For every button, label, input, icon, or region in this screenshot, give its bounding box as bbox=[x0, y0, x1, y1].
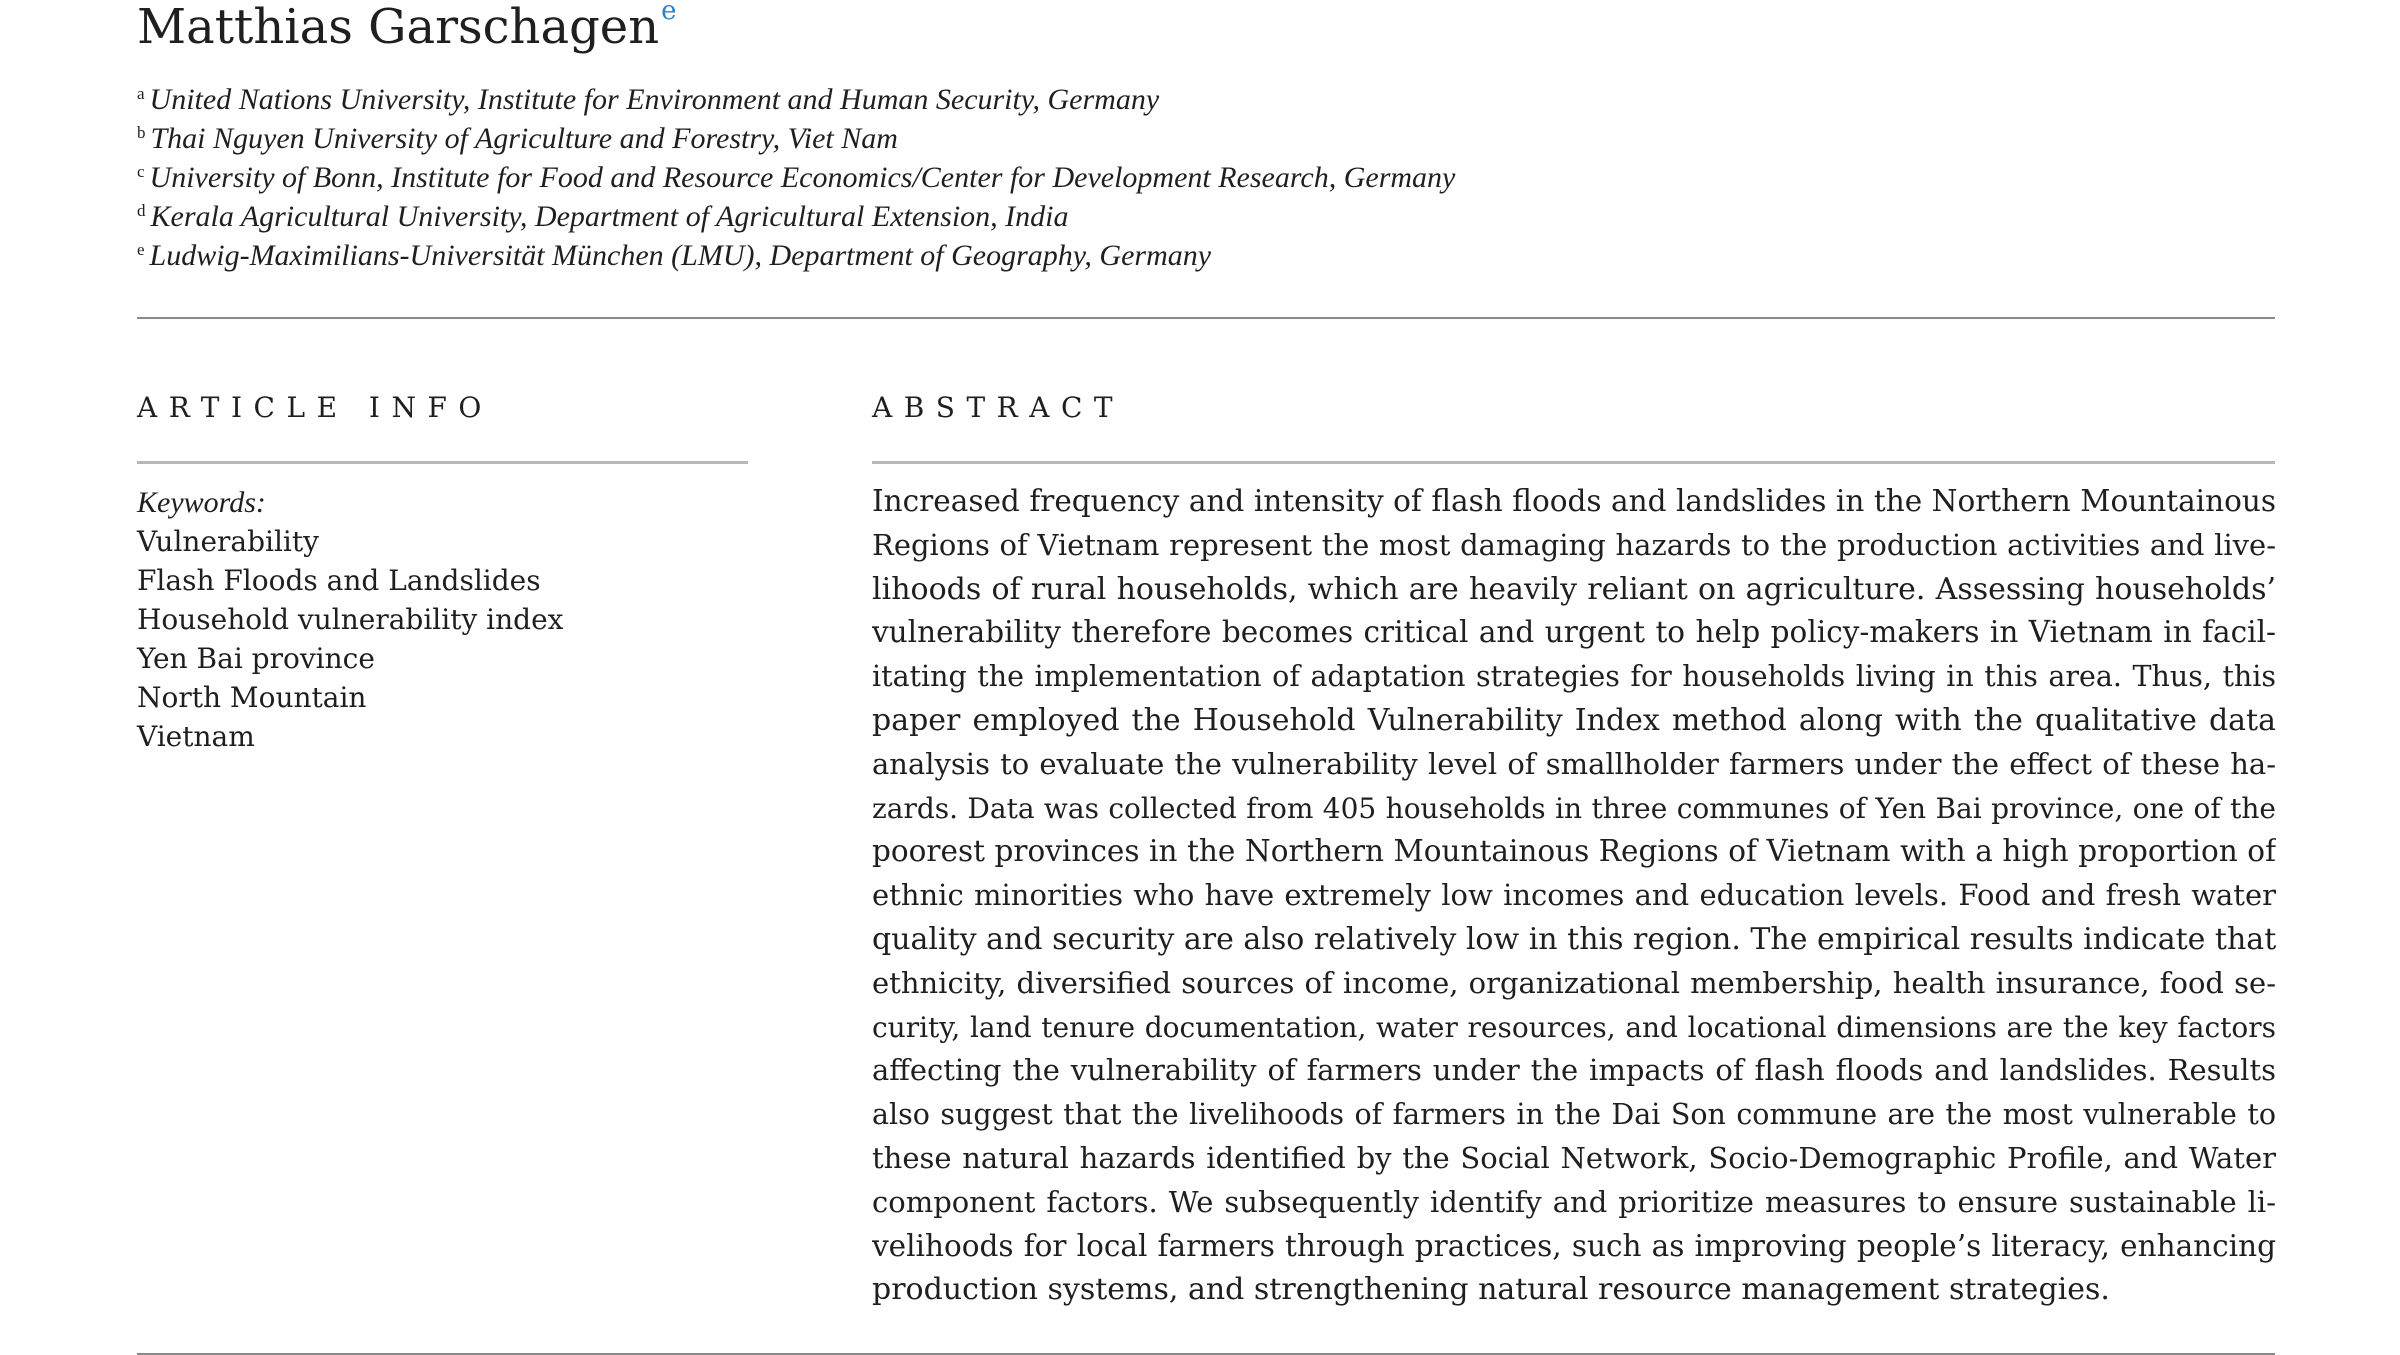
author-name-text: Matthias Garschagen bbox=[137, 0, 660, 55]
keyword: Yen Bai province bbox=[137, 642, 375, 675]
affiliation-text: Ludwig-Maximilians-Universität München (LMU), Department of Geography, Germany bbox=[149, 239, 1212, 272]
affiliation-marker: d bbox=[137, 201, 146, 220]
abstract-line: these natural hazards identified by the Social Network, Socio-Demographic Profile, and Water bbox=[872, 1140, 2276, 1175]
abstract-heading: ABSTRACT bbox=[872, 391, 1125, 424]
affiliation-b bbox=[137, 119, 1455, 158]
affiliation-a bbox=[137, 80, 1455, 119]
keyword: Vietnam bbox=[137, 720, 255, 753]
abstract-divider bbox=[872, 461, 2275, 464]
article-info-heading: ARTICLE INFO bbox=[137, 391, 493, 424]
affiliation-text: United Nations University, Institute for Environment and Human Security, Germany bbox=[149, 83, 1160, 116]
abstract-line: affecting the vulnerability of farmers under the impacts of flash floods and landslides. Results bbox=[872, 1053, 2276, 1088]
affiliation-c bbox=[137, 158, 1455, 197]
affiliation-marker: c bbox=[137, 162, 145, 181]
abstract-line: also suggest that the livelihoods of farmers in the Dai Son commune are the most vulnerable to bbox=[872, 1098, 2276, 1132]
abstract-line: quality and security are also relatively low in this region. The empirical results indicate that bbox=[872, 921, 2276, 957]
affiliation-e bbox=[137, 236, 1455, 275]
article-info-divider bbox=[137, 461, 748, 464]
affiliation-marker: e bbox=[137, 240, 145, 259]
affiliation-d bbox=[137, 197, 1455, 236]
abstract-line: lihoods of rural households, which are heavily reliant on agriculture. Assessing households’ bbox=[872, 571, 2276, 607]
keywords-block bbox=[137, 483, 563, 756]
abstract-line: ethnic minorities who have extremely low incomes and education levels. Food and fresh water bbox=[872, 878, 2276, 913]
abstract-line: Increased frequency and intensity of flash floods and landslides in the Northern Mountainous bbox=[872, 484, 2276, 518]
abstract-line: zards. Data was collected from 405 households in three communes of Yen Bai province, one of the bbox=[872, 791, 2276, 825]
abstract-line: component factors. We subsequently identify and prioritize measures to ensure sustainable li- bbox=[872, 1184, 2276, 1219]
abstract-line: ethnicity, diversified sources of income, organizational membership, health insurance, food se- bbox=[872, 965, 2276, 1000]
keyword: Flash Floods and Landslides bbox=[137, 564, 541, 597]
abstract-line: vulnerability therefore becomes critical and urgent to help policy-makers in Vietnam in facil- bbox=[872, 615, 2276, 650]
abstract-line: poorest provinces in the Northern Mountainous Regions of Vietnam with a high proportion of bbox=[872, 834, 2276, 869]
abstract-line: velihoods for local farmers through practices, such as improving people’s literacy, enhancing bbox=[872, 1228, 2276, 1263]
affiliations-list bbox=[137, 80, 1455, 275]
affiliation-text: Kerala Agricultural University, Department of Agricultural Extension, India bbox=[150, 200, 1069, 233]
abstract-body bbox=[872, 480, 2276, 1312]
affiliation-marker: a bbox=[137, 84, 145, 103]
header-divider bbox=[137, 317, 2275, 319]
keywords-label: Keywords: bbox=[137, 486, 266, 519]
abstract-line: production systems, and strengthening natural resource management strategies. bbox=[872, 1272, 2110, 1308]
abstract-line: analysis to evaluate the vulnerability level of smallholder farmers under the effect of these ha- bbox=[872, 746, 2276, 781]
abstract-line: Regions of Vietnam represent the most damaging hazards to the production activities and live- bbox=[872, 527, 2276, 562]
affiliation-marker: b bbox=[137, 123, 146, 142]
abstract-line: curity, land tenure documentation, water resources, and locational dimensions are the key factors bbox=[872, 1010, 2276, 1044]
abstract-line: paper employed the Household Vulnerability Index method along with the qualitative data bbox=[872, 702, 2276, 738]
keyword: Vulnerability bbox=[137, 525, 319, 558]
abstract-line: itating the implementation of adaptation strategies for households living in this area. Thus, this bbox=[872, 660, 2276, 694]
author-affiliation-link[interactable]: e bbox=[661, 0, 677, 26]
author-name bbox=[137, 0, 677, 57]
affiliation-text: University of Bonn, Institute for Food and Resource Economics/Center for Development Research, Germany bbox=[149, 161, 1456, 194]
keyword: Household vulnerability index bbox=[137, 603, 564, 636]
affiliation-text: Thai Nguyen University of Agriculture and Forestry, Viet Nam bbox=[150, 122, 898, 155]
keyword: North Mountain bbox=[137, 681, 367, 714]
